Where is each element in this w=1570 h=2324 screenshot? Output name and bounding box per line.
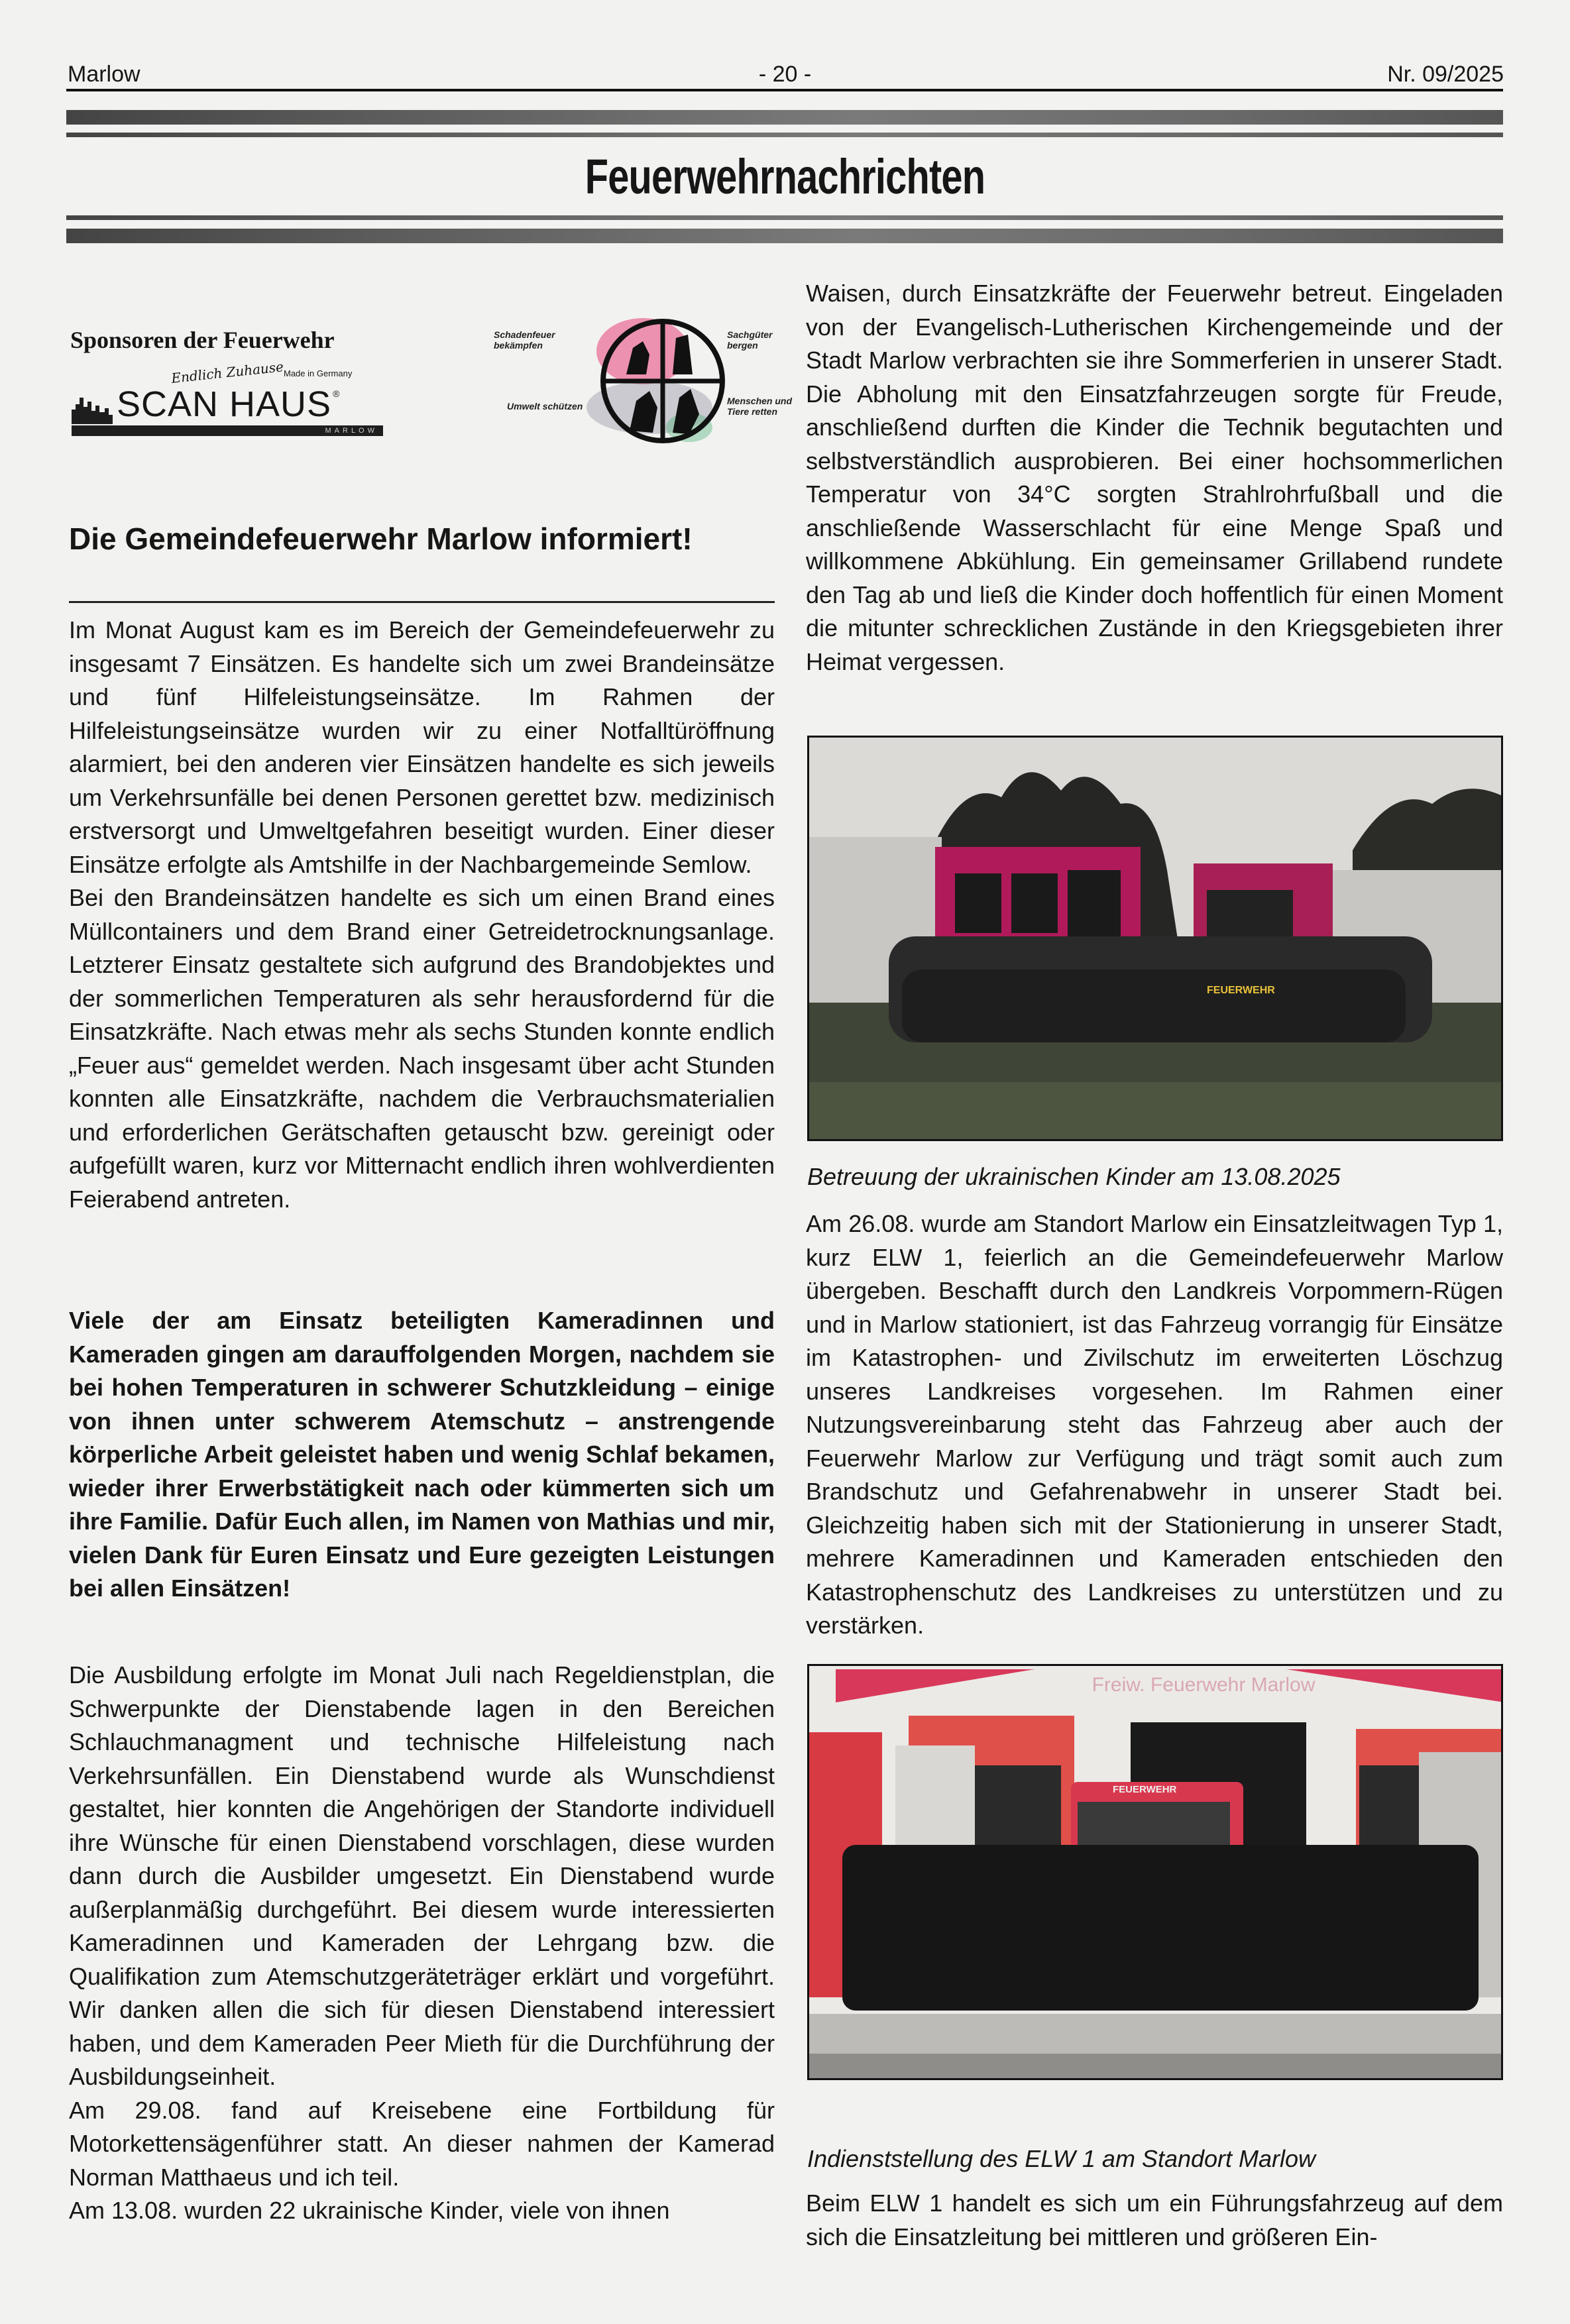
emblem-label-rescue: Menschen und Tiere retten	[727, 396, 793, 417]
photo-children	[807, 736, 1503, 1141]
scanhaus-registered: ®	[333, 388, 340, 399]
scanhaus-top-row	[72, 359, 383, 386]
scanhaus-name: SCAN HAUS	[117, 384, 332, 424]
caption-children: Betreuung der ukrainischen Kinder am 13.08.2025	[807, 1163, 1341, 1190]
scanhaus-tagline: Endlich Zuhause	[170, 359, 284, 386]
photo-children-image	[809, 738, 1503, 1141]
photo-elw-image	[809, 1666, 1503, 2080]
paragraph-elw-delivery: Am 26.08. wurde am Standort Marlow ein Einsatzleitwagen Typ 1, kurz ELW 1, feierlich an die Gemeindefeuerwehr Marlow übergeben. Beschafft durch den Landkreis Vorpommern-Rügen und in Marlow stationiert, ist das Fahrzeug vorrangig für Einsätze im Katastrophen- und Zivilschutz im erweiterten Löschzug unseres Landkreises vorgesehen. Im Rahmen einer Nutzungsvereinbarung steht das Fahrzeug aber auch der Feuerwehr Marlow zur Verfügung und trägt somit auch zum Brandschutz und Gefahrenabwehr in unserer Stadt bei. Gleichzeitig haben sich mit der Stationierung in unserer Stadt, mehrere Kameradinnen und Kameraden entschieden den Katastrophenschutz des Landkreises zu unterstützen und zu verstärken.	[806, 1210, 1503, 1639]
emblem-label-goods: Sachgüter bergen	[727, 329, 773, 351]
sponsors-title: Sponsoren der Feuerwehr	[70, 327, 335, 353]
scanhaus-bar	[72, 425, 383, 436]
top-band-thick	[66, 110, 1503, 125]
bottom-band-thick	[66, 229, 1503, 243]
scanhaus-wordmark-row	[72, 384, 383, 424]
paragraph-children-start: Am 13.08. wurden 22 ukrainische Kinder, viele von ihnen	[69, 2197, 670, 2224]
scanhaus-sub: MARLOW	[325, 427, 378, 435]
emblem-label-fire: Schadenfeuer bekämpfen	[494, 329, 555, 351]
article-headline: Die Gemeindefeuerwehr Marlow informiert!	[69, 522, 693, 556]
header-rule	[66, 89, 1503, 91]
skyline-icon	[72, 391, 113, 424]
paragraph-fires: Bei den Brandeinsätzen handelte es sich um einen Brand eines Müllcontainers und dem Brand einer Getreidetrocknungsanlage. Letzterer Einsatz gestaltete sich aufgrund des Brandobjektes und der sommerlichen Temperaturen als sehr herausfordernd für die Einsatzkräfte. Nach etwas mehr als sechs Stunden konnte endlich „Feuer aus“ gemeldet werden. Nach insgesamt über acht Stunden konnten alle Einsatzkräfte, nachdem die Verbrauchsmaterialien und erforderlichen Gerätschaften getauscht bzw. gereinigt oder aufgefüllt waren, kurz vor Mitternacht endlich ihren wohlverdienten Feierabend antreten.	[69, 884, 775, 1213]
bottom-band-thin	[66, 215, 1503, 220]
caption-elw: Indienststellung des ELW 1 am Standort Marlow	[807, 2145, 1316, 2172]
paragraph-chainsaw: Am 29.08. fand auf Kreisebene eine Fortbildung für Motorkettensägenführer statt. An dieser nahmen der Kamerad Norman Matthaeus und ich teil.	[69, 2096, 775, 2191]
fire-brigade-emblem	[494, 315, 799, 454]
header-town: Marlow	[68, 62, 140, 87]
thank-you-paragraph: Viele der am Einsatz beteiligten Kameradinnen und Kameraden gingen am darauffolgenden Morgen, nachdem sie bei hohen Temperaturen in schwerer Schutzkleidung – einige von ihnen unter schwerem Atemschutz – anstrengende körperliche Arbeit geleistet haben und wenig Schlaf bekamen, wieder ihrer Erwerbstätigkeit nach oder kümmerten sich um ihre Familie. Dafür Euch allen, im Namen von Mathias und mir, vielen Dank für Euren Einsatz und Eure gezeigten Leistungen bei allen Einsätzen!	[69, 1307, 775, 1602]
headline-rule	[69, 601, 775, 603]
section-title: Feuerwehrnachrichten	[585, 149, 985, 204]
photo-children-truck-text: FEUERWEHR	[1207, 985, 1275, 996]
photo-elw	[807, 1664, 1503, 2080]
paragraph-elw-description: Beim ELW 1 handelt es sich um ein Führungsfahrzeug auf dem sich die Einsatzleitung bei mittleren und größeren Ein-	[806, 2189, 1503, 2250]
paragraph-children-cont: Waisen, durch Einsatzkräfte der Feuerwehr betreut. Eingeladen von der Evangelisch-Lutherischen Kirchengemeinde und der Stadt Marlow verbrachten sie ihre Sommerferien in unserer Stadt. Die Abholung mit den Einsatzfahrzeugen sorgte für Freude, anschließend durften die Kinder die Technik begutachten und selbstverständlich ausprobieren. Bei einer hochsommerlichen Temperatur von 34°C sorgten Strahlrohrfußball und die anschließende Wasserschlacht für eine Menge Spaß und willkommene Abkühlung. Ein gemeinsamer Grillabend rundete den Tag ab und ließ die Kinder doch hoffentlich für einen Moment die mitunter schrecklichen Zustände in den Kriegsgebieten ihrer Heimat vergessen.	[806, 280, 1503, 675]
issue-number: Nr. 09/2025	[1387, 62, 1504, 87]
photo-elw-truck-text: FEUERWEHR	[1113, 1784, 1177, 1795]
paragraph-training: Die Ausbildung erfolgte im Monat Juli nach Regeldienstplan, die Schwerpunkte der Dienstabende lagen in den Bereichen Schlauchmanagment und technische Hilfeleistung nach Verkehrsunfällen. Ein Dienstabend wurde als Wunschdienst gestaltet, hier konnten die Angehörigen der Standorte individuell ihre Wünsche für einen Dienstabend vorschlagen, diese wurden dann durch die Ausbilder umgesetzt. Ein Dienstabend wurde außerplanmäßig durchgeführt. Bei diesem wurde interessierten Kameradinnen und Kameraden der Lehrgang bzw. die Qualifikation zum Atemschutzgeräteträger erklärt und vorgeführt. Wir danken allen die sich für diesen Dienstabend interessiert haben, und dem Kameraden Peer Mieth für die Durchführung der Ausbildungseinheit.	[69, 1661, 775, 2090]
paragraph-operations: Im Monat August kam es im Bereich der Gemeindefeuerwehr zu insgesamt 7 Einsätzen. Es handelte sich um zwei Brandeinsätze und fünf Hilfeleistungseinsätze. Im Rahmen der Hilfeleistungseinsätze wurden wir zu einer Notfalltüröffnung alarmiert, bei den anderen vier Einsätzen handelte es sich jeweils um Verkehrsunfälle bei denen Personen gerettet bzw. medizinisch erstversorgt und Umweltgefahren beseitigt wurden. Einer dieser Einsätze erfolgte als Amtshilfe in der Nachbargemeinde Semlow.	[69, 616, 775, 878]
scanhaus-made-in: Made in Germany	[284, 368, 353, 378]
left-column-intro	[69, 614, 775, 1216]
photo-elw-sign: Freiw. Feuerwehr Marlow	[1092, 1674, 1316, 1696]
top-band-thin	[66, 133, 1503, 137]
scanhaus-logo	[72, 359, 383, 436]
emblem-label-environment: Umwelt schützen	[507, 401, 583, 412]
left-column-training	[69, 1659, 775, 2228]
page-number: - 20 -	[758, 62, 812, 87]
